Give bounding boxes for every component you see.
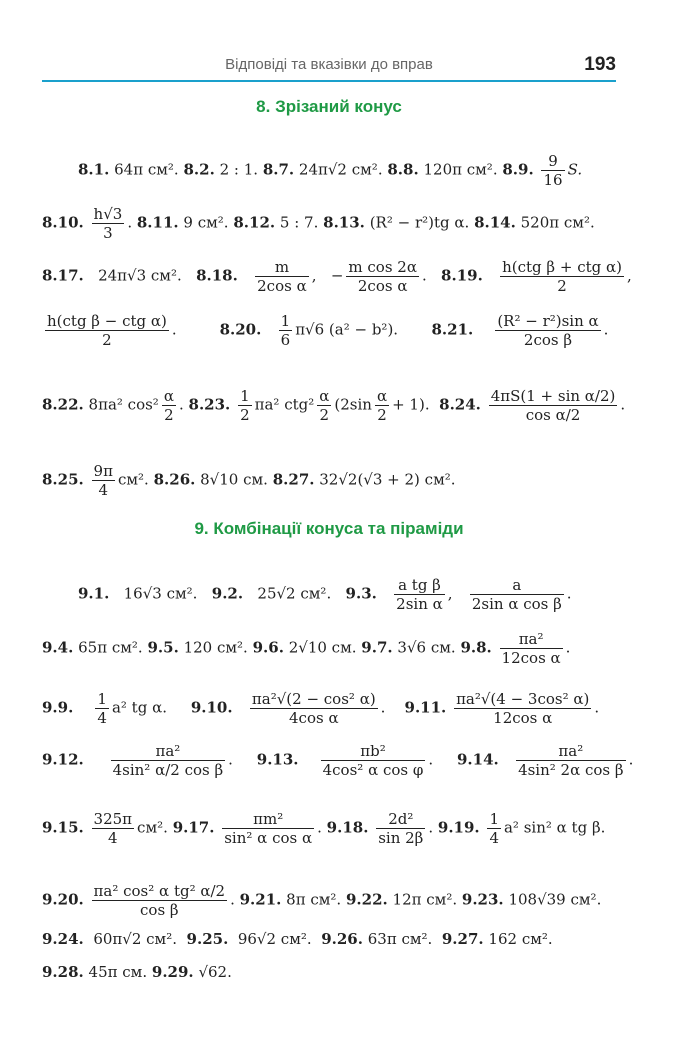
exercise-number: 8.13. — [323, 213, 365, 232]
answer-line-9-15: 9.15. $\frac{325\pi}{4}$ см². 9.17. $\frac{\text{πm²}}{\text{sin² α cos α}}$ . 9.18. $\frac{\text{2d²}}{\sin 2\beta}$ . 9.19. $\frac{1}{4}$ a² sin² α tg β. — [42, 810, 606, 847]
exercise-number: 9.23. — [461, 890, 504, 909]
fraction: $\frac{\text{πa²√(4 − 3cos² α)}}{\text{12cos α}}$ — [456, 690, 590, 727]
exercise-number: 8.18. — [196, 266, 238, 285]
exercise-number: 8.23. — [188, 395, 231, 414]
answer: 8π см². — [286, 890, 342, 909]
exercise-number: 9.27. — [441, 930, 484, 948]
answer-line-9-9: 9.9. $\frac{1}{4}$ a² tg α. 9.10. $\frac{\text{πa²√(2 − cos² α)}}{\text{4cos α}}$ . 9.11. $\frac{\text{πa²√(4 − 3cos² α)}}{\text{12cos α}}$ . — [42, 690, 600, 727]
answer: 2 : 1. — [219, 160, 259, 179]
answer: 120 см². — [183, 638, 248, 657]
answer-line-8-1 — [78, 152, 582, 189]
answer: (R² − r²)tg α. — [369, 213, 470, 232]
page-number: 193 — [584, 54, 616, 75]
answer: 12π см². — [392, 890, 458, 909]
exercise-number: 8.2. — [183, 160, 215, 179]
fraction: $\frac{\text{πa² cos² α tg² α/2}}{\text{cos β}}$ — [93, 882, 226, 919]
exercise-number: 8.9. — [502, 160, 534, 179]
exercise-number: 8.20. — [219, 320, 262, 339]
fraction: $\frac{1}{4}$ — [489, 810, 499, 847]
fraction: $\frac{1}{4}$ — [97, 690, 107, 727]
answer: π√6 (a² − b²). — [295, 320, 399, 339]
answer: 9 см². — [183, 213, 229, 232]
exercise-number: 8.21. — [431, 320, 474, 339]
answer-line-9-12: 9.12. $\frac{\text{πa²}}{\text{4sin² α/2 cos β}}$ . 9.13. $\frac{\text{πb²}}{\text{4cos² α cos φ}}$ . 9.14. $\frac{\text{πa²}}{\text{4sin² 2α cos β}}$ . — [42, 742, 634, 779]
answer-line-9-1: 9.1. 16√3 см². 9.2. 25√2 см². 9.3. $\frac{\text{a tg β}}{\text{2sin α}}$ , $\frac{a}{\text{2sin α cos β}}$ . — [78, 576, 572, 613]
fraction: $\frac{9}{16}$ — [543, 152, 563, 189]
fraction: $\frac{\text{a tg β}}{\text{2sin α}}$ — [396, 576, 443, 613]
answer-line-8-25: 8.25. $\frac{9\pi}{4}$ см². 8.26. 8√10 см. 8.27. 32√2(√3 + 2) см². — [42, 462, 456, 499]
exercise-number: 8.8. — [387, 160, 419, 179]
exercise-number: 8.25. — [42, 470, 84, 489]
fraction: $\frac{\text{πa²}}{\text{12cos α}}$ — [501, 630, 561, 667]
fraction: $\frac{1}{2}$ — [240, 387, 250, 424]
answer: S. — [567, 160, 583, 179]
exercise-number: 9.14. — [456, 750, 499, 769]
running-header — [42, 52, 616, 82]
exercise-number: 9.1. — [78, 584, 110, 603]
exercise-number: 9.9. — [42, 698, 74, 717]
fraction: $\frac{\text{(R² − r²)sin α}}{\text{2cos β}}$ — [497, 312, 599, 349]
answer: 16√3 см². — [123, 584, 198, 603]
exercise-number: 9.7. — [361, 638, 393, 657]
fraction: $\frac{\text{h(ctg β − ctg α)}}{2}$ — [47, 312, 167, 349]
exercise-number: 9.12. — [42, 750, 84, 769]
exercise-number: 9.15. — [42, 818, 84, 837]
answer-line-8-20: $\frac{\text{h(ctg β − ctg α)}}{2}$ . 8.20. $\frac{1}{6}$ π√6 (a² − b²). 8.21. $\frac{\text{(R² − r²)sin α}}{\text{2cos β}}$ . — [47, 312, 609, 349]
exercise-number: 8.10. — [42, 213, 84, 232]
answer: 24π√2 см². — [298, 160, 383, 179]
fraction: $\frac{\alpha}{2}$ — [376, 387, 388, 424]
answer: 8√10 см. — [200, 470, 268, 489]
exercise-number: 9.25. — [186, 930, 229, 948]
fraction: $\frac{h√3}{3}$ — [93, 205, 123, 242]
answer: 3√6 см. — [397, 638, 456, 657]
exercise-number: 9.8. — [460, 638, 492, 657]
exercise-number: 9.17. — [172, 818, 215, 837]
exercise-number: 9.29. — [151, 963, 194, 981]
exercise-number: 8.17. — [42, 266, 84, 285]
answer-line-9-20: 9.20. $\frac{\text{πa² cos² α tg² α/2}}{\text{cos β}}$ . 9.21. 8π см². 9.22. 12π см². 9.23. 108√39 см². — [42, 882, 602, 919]
answer: 65π см². — [78, 638, 143, 657]
fraction: $\frac{325\pi}{4}$ — [93, 810, 133, 847]
answer: 120π см². — [423, 160, 498, 179]
exercise-number: 8.22. — [42, 395, 84, 414]
exercise-number: 9.18. — [326, 818, 369, 837]
fraction: $\frac{\text{2d²}}{\sin 2\beta}$ — [378, 810, 424, 847]
answer-line-9-4: 9.4. 65π см². 9.5. 120 см². 9.6. 2√10 см. 9.7. 3√6 см. 9.8. $\frac{\text{πa²}}{\text{12cos α}}$ . — [42, 630, 571, 667]
answer-line-8-22: 8.22. 8πa² cos² $\frac{\alpha}{2}$ . 8.23. $\frac{1}{2}$ πa² ctg² $\frac{\alpha}{2}$ (2sin $\frac{\alpha}{2}$ + 1). 8.24. $\frac{\text{4πS(1 + sin α/2)}}{\text{cos α/2}}$ . — [42, 387, 626, 424]
answer: 162 см². — [488, 930, 553, 948]
exercise-number: 9.11. — [404, 698, 447, 717]
header-title: Відповіді та вказівки до вправ — [225, 56, 433, 73]
exercise-number: 9.22. — [345, 890, 388, 909]
exercise-number: 8.7. — [262, 160, 295, 179]
section-8-title: 8. Зрізаний конус — [256, 97, 402, 116]
fraction: $\frac{\text{πa²}}{\text{4sin² α/2 cos β}}$ — [112, 742, 224, 779]
exercise-number: 9.20. — [42, 890, 84, 909]
answer: 520π см². — [520, 213, 595, 232]
answer: 5 : 7. — [279, 213, 319, 232]
fraction: $\frac{1}{6}$ — [280, 312, 291, 349]
answer: 108√39 см². — [508, 890, 602, 909]
fraction: $\frac{m}{\text{2cos α}}$ — [257, 258, 307, 295]
fraction: $\frac{9\pi}{4}$ — [93, 462, 113, 499]
fraction: $\frac{\text{πa²√(2 − cos² α)}}{\text{4cos α}}$ — [251, 690, 376, 727]
exercise-number: 9.21. — [239, 890, 282, 909]
exercise-number: 8.24. — [439, 395, 481, 414]
exercise-number: 8.19. — [441, 266, 483, 285]
answer: 45π см. — [88, 963, 148, 981]
answer: 24π√3 см². — [98, 266, 182, 285]
answer: 64π см². — [114, 160, 179, 179]
fraction: $\frac{\text{πb²}}{\text{4cos² α cos φ}}$ — [322, 742, 424, 779]
exercise-number: 8.12. — [233, 213, 276, 232]
fraction: $\frac{\alpha}{2}$ — [163, 387, 174, 424]
exercise-number: 9.4. — [42, 638, 74, 657]
answer: 96√2 см². — [237, 930, 312, 948]
fraction: $\frac{a}{\text{2sin α cos β}}$ — [471, 576, 562, 613]
exercise-number: 9.13. — [256, 750, 299, 769]
exercise-number: 8.1. — [78, 160, 110, 179]
exercise-number: 9.6. — [252, 638, 284, 657]
exercise-number: 8.27. — [272, 470, 315, 489]
exercise-number: 9.26. — [321, 930, 363, 948]
exercise-number: 9.2. — [211, 584, 244, 603]
answer: 32√2(√3 + 2) см². — [319, 470, 456, 489]
fraction: $\frac{\text{m cos 2α}}{\text{2cos α}}$ — [348, 258, 417, 295]
exercise-number: 9.19. — [437, 818, 480, 837]
exercise-number: 8.14. — [474, 213, 516, 232]
answer: 60π√2 см². — [93, 930, 177, 948]
answer-line-9-28 — [42, 962, 232, 982]
answer-line-8-17: 8.17. 24π√3 см². 8.18. $\frac{m}{\text{2cos α}}$ , − $\frac{\text{m cos 2α}}{\text{2cos α}}$ . 8.19. $\frac{\text{h(ctg β + ctg α)}}{2}$ , — [42, 258, 632, 295]
exercise-number: 9.28. — [42, 963, 84, 981]
exercise-number: 9.5. — [147, 638, 179, 657]
exercise-number: 9.3. — [345, 584, 377, 603]
answer: √62. — [198, 963, 232, 981]
fraction: $\frac{\text{πm²}}{\text{sin² α cos α}}$ — [224, 810, 313, 847]
fraction: $\frac{\alpha}{2}$ — [319, 387, 330, 424]
exercise-number: 9.24. — [42, 930, 84, 948]
answer: 63π см². — [367, 930, 433, 948]
exercise-number: 9.10. — [190, 698, 233, 717]
answer: 25√2 см². — [257, 584, 332, 603]
section-9-title: 9. Комбінації конуса та піраміди — [194, 519, 464, 538]
answer: 2√10 см. — [288, 638, 357, 657]
answer-line-9-24 — [42, 929, 553, 949]
exercise-number: 8.11. — [136, 213, 179, 232]
fraction: $\frac{\text{h(ctg β + ctg α)}}{2}$ — [502, 258, 622, 295]
header-rule — [42, 80, 616, 82]
exercise-number: 8.26. — [153, 470, 196, 489]
fraction: $\frac{\text{4πS(1 + sin α/2)}}{\text{cos α/2}}$ — [490, 387, 616, 424]
fraction: $\frac{\text{πa²}}{\text{4sin² 2α cos β}}$ — [518, 742, 624, 779]
answer-line-8-10: 8.10. $\frac{h√3}{3}$ . 8.11. 9 см². 8.12. 5 : 7. 8.13. (R² − r²)tg α. 8.14. 520π см². — [42, 205, 595, 242]
